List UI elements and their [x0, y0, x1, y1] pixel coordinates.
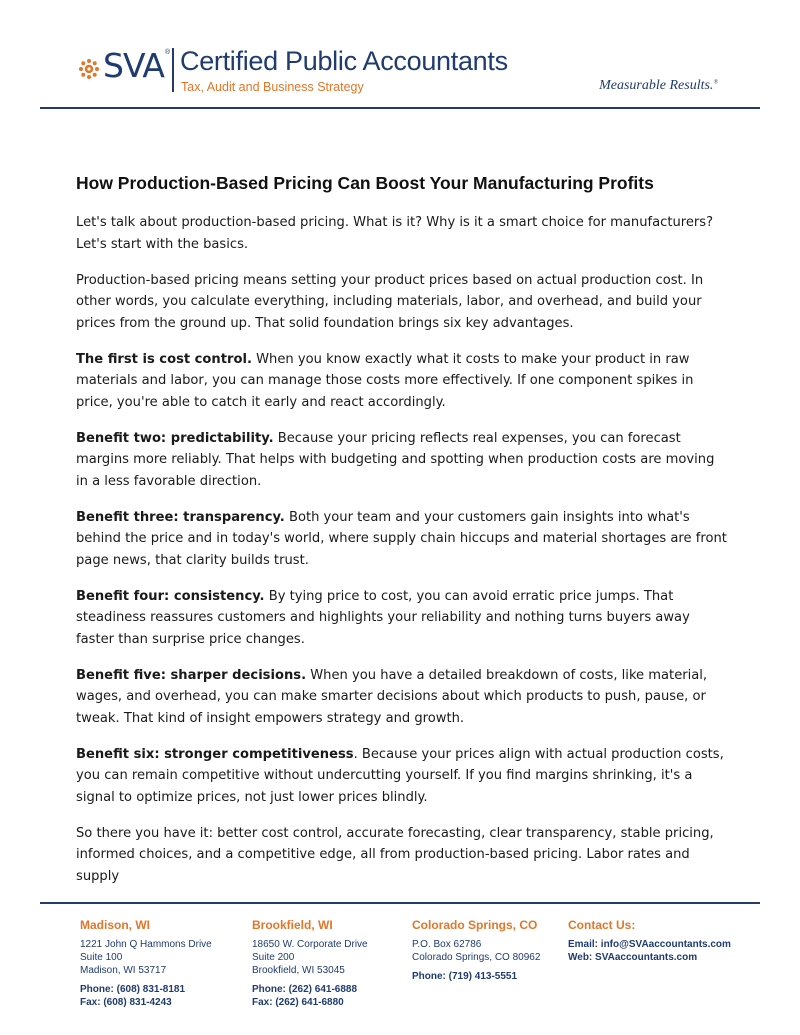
body-consistency: By tying price to cost, you can avoid erratic price jumps. That steadiness reassures customers and highlights your reliability and nothing turns buyers away faster than surprise price changes. — [76, 588, 690, 647]
address-line: Suite 200 — [252, 952, 295, 963]
office-brookfield — [252, 918, 368, 1009]
paragraph-definition: Production-based pricing means setting your product prices based on actual production cost. In other words, you calculate everything, including materials, labor, and overhead, and build your prices from the ground up. That solid foundation brings six key advantages. — [76, 272, 704, 331]
logo-wordmark: SVA — [103, 46, 164, 85]
address-line: 18650 W. Corporate Drive — [252, 939, 368, 950]
office-madison — [80, 918, 212, 1009]
footer-divider — [40, 902, 760, 904]
contact-web-link[interactable]: Web: SVAaccountants.com — [568, 952, 698, 963]
firm-title: Certified Public Accountants — [180, 46, 508, 76]
tagline-mark: ® — [713, 79, 718, 86]
body-predictability: Because your pricing reflects real expenses, you can forecast margins more reliably. That helps with budgeting and spotting when production costs are moving in a less favorable direction. — [76, 430, 715, 489]
office-phone: Phone: (262) 641-6888 — [252, 984, 358, 995]
office-city: Madison, WI — [80, 918, 150, 932]
lead-in-cost-control: The first is cost control. — [76, 351, 252, 367]
address-line: Suite 100 — [80, 952, 123, 963]
office-phone: Phone: (719) 413-5551 — [412, 971, 518, 982]
body-competitiveness: . Because your prices align with actual production costs, you can remain competitive without undercutting yourself. If you find margins shrinking, it's a signal to optimize prices, not just lower prices blindly. — [76, 746, 724, 805]
lead-in-competitiveness: Benefit six: stronger competitiveness — [76, 746, 354, 762]
address-line: P.O. Box 62786 — [412, 939, 482, 950]
article-body — [76, 168, 728, 902]
firm-subtitle: Tax, Audit and Business Strategy — [181, 80, 364, 94]
sunburst-logo-icon — [78, 58, 100, 80]
office-fax: Fax: (608) 831-4243 — [80, 997, 172, 1008]
paragraph-consistency — [76, 586, 728, 651]
body-cost-control: When you know exactly what it costs to make your product in raw materials and labor, you can manage those costs more effectively. If one component spikes in price, you're able to catch it early and react accordingly. — [76, 351, 694, 410]
lead-in-sharper-decisions: Benefit five: sharper decisions. — [76, 667, 307, 683]
paragraph-competitiveness — [76, 744, 728, 809]
office-colorado-springs — [412, 918, 540, 983]
office-city: Brookfield, WI — [252, 918, 333, 932]
address-line: Madison, WI 53717 — [80, 965, 167, 976]
office-phone: Phone: (608) 831-8181 — [80, 984, 186, 995]
contact-email-link[interactable]: Email: info@SVAaccountants.com — [568, 939, 731, 950]
letterhead — [0, 0, 800, 110]
paragraph-predictability — [76, 428, 728, 493]
header-divider — [40, 107, 760, 109]
office-city: Colorado Springs, CO — [412, 918, 538, 932]
logo-registered-mark: ® — [165, 49, 171, 56]
article-title: How Production-Based Pricing Can Boost Your Manufacturing Profits — [76, 173, 654, 193]
paragraph-transparency — [76, 507, 728, 572]
tagline — [599, 78, 718, 94]
paragraph-cost-control — [76, 349, 728, 414]
body-sharper-decisions: When you have a detailed breakdown of costs, like material, wages, and overhead, you can make smarter decisions about which products to push, pause, or tweak. That kind of insight empowers strategy and growth. — [76, 667, 708, 726]
paragraph-intro: Let's talk about production-based pricing. What is it? Why is it a smart choice for manufacturers? Let's start with the basics. — [76, 215, 714, 252]
office-fax: Fax: (262) 641-6880 — [252, 997, 344, 1008]
logo-divider — [172, 48, 174, 92]
lead-in-predictability: Benefit two: predictability. — [76, 430, 274, 446]
contact-us — [568, 918, 731, 964]
lead-in-consistency: Benefit four: consistency. — [76, 588, 265, 604]
contact-heading: Contact Us: — [568, 918, 636, 932]
lead-in-transparency: Benefit three: transparency. — [76, 509, 285, 525]
body-transparency: Both your team and your customers gain insights into what's behind the price and in today's world, where supply chain hiccups and material shortages are front page news, that clarity builds trust. — [76, 509, 727, 568]
paragraph-summary: So there you have it: better cost control, accurate forecasting, clear transparency, stable pricing, informed choices, and a competitive edge, all from production-based pricing. Labor rates and supply — [76, 825, 714, 884]
address-line: 1221 John Q Hammons Drive — [80, 939, 212, 950]
address-line: Colorado Springs, CO 80962 — [412, 952, 541, 963]
tagline-text: Measurable Results. — [599, 78, 714, 93]
address-line: Brookfield, WI 53045 — [252, 965, 345, 976]
paragraph-sharper-decisions — [76, 665, 728, 730]
